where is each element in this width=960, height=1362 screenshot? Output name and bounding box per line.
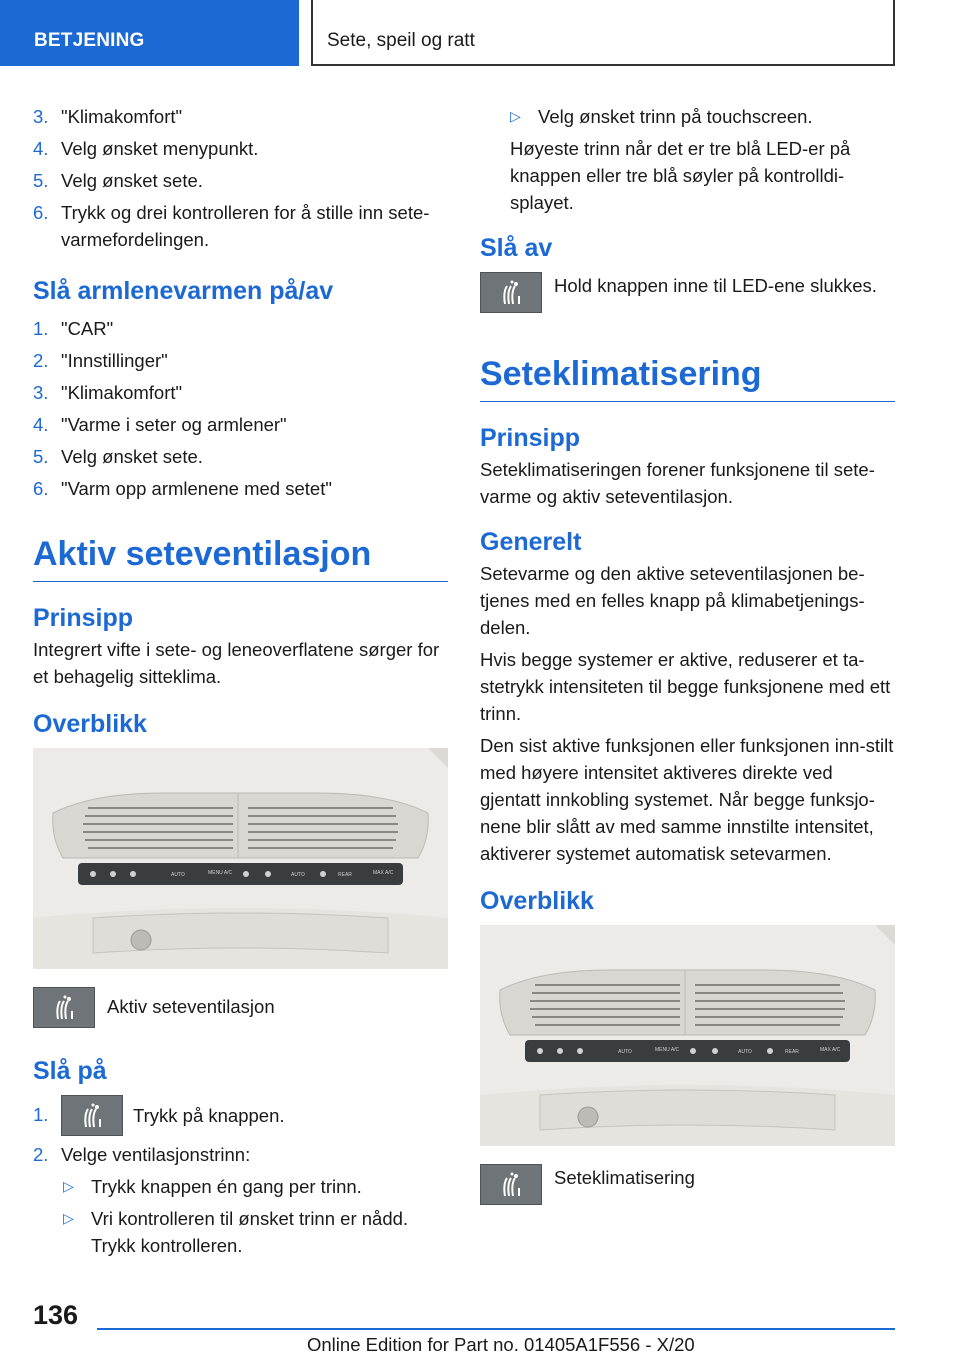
list-item: 4. Velg ønsket menypunkt. bbox=[33, 138, 259, 159]
climate-panel-illustration bbox=[33, 748, 448, 969]
section-heading-ventilation: Aktiv seteventilasjon bbox=[33, 532, 448, 582]
list-item: 5. Velg ønsket sete. bbox=[33, 446, 203, 467]
auto-label: AUTO bbox=[171, 872, 185, 878]
max-label: MAX A/C bbox=[820, 1047, 841, 1053]
section-title: Sete, speil og ratt bbox=[311, 0, 895, 66]
bullet-item: ▷ Vri kontrolleren til ønsket trinn er nådd. Trykk kontrolleren. bbox=[33, 1205, 448, 1259]
right-column bbox=[480, 103, 895, 1213]
list-item: 3. "Klimakomfort" bbox=[33, 382, 183, 403]
switch-off-row bbox=[480, 272, 895, 316]
climate-panel-photo bbox=[33, 748, 448, 969]
switch-off-heading: Slå av bbox=[480, 234, 553, 262]
switch-on-heading: Slå på bbox=[33, 1057, 107, 1085]
menu-label: MENU A/C bbox=[655, 1047, 680, 1053]
climate-panel-photo bbox=[480, 925, 895, 1146]
highest-level-text: Høyeste trinn når det er tre blå LED-er på knappen eller tre blå søyler på kontrolldi-splayet. bbox=[510, 138, 851, 213]
footer-divider bbox=[97, 1328, 895, 1330]
auto-label: AUTO bbox=[291, 872, 305, 878]
overview-heading: Overblikk bbox=[33, 710, 147, 738]
rear-label: REAR bbox=[338, 872, 352, 878]
seat-ventilation-icon bbox=[480, 272, 542, 313]
principle-heading: Prinsipp bbox=[33, 604, 134, 632]
triangle-bullet-icon: ▷ bbox=[63, 1210, 74, 1226]
overview-icon-row bbox=[33, 987, 448, 1031]
list-item: 5. Velg ønsket sete. bbox=[33, 170, 203, 191]
footer-edition: Online Edition for Part no. 01405A1F556 - X/20 bbox=[307, 1334, 695, 1355]
list-item: 2. "Innstillinger" bbox=[33, 350, 168, 371]
bullet-item: ▷ Trykk knappen én gang per trinn. bbox=[33, 1173, 448, 1200]
triangle-bullet-icon: ▷ bbox=[510, 108, 521, 124]
overview-icon-row bbox=[480, 1164, 895, 1208]
list-item: 2. Velge ventilasjonstrinn: bbox=[33, 1144, 251, 1165]
general-paragraph: Hvis begge systemer er aktive, reduserer et ta-stetrykk intensiteten til begge funksjonene med ett trinn. bbox=[480, 649, 891, 724]
menu-label: MENU A/C bbox=[208, 870, 233, 876]
list-item: 1. "CAR" bbox=[33, 318, 114, 339]
list-item: 1. Trykk på knappen. bbox=[33, 1095, 448, 1136]
left-column bbox=[33, 103, 448, 1264]
principle-heading: Prinsipp bbox=[480, 424, 581, 452]
triangle-bullet-icon: ▷ bbox=[63, 1178, 74, 1194]
list-item: 4. "Varme i seter og armlener" bbox=[33, 414, 287, 435]
chapter-tab: BETJENING bbox=[0, 0, 299, 66]
auto-label: AUTO bbox=[738, 1049, 752, 1055]
seat-ventilation-icon bbox=[33, 987, 95, 1028]
general-heading: Generelt bbox=[480, 528, 582, 556]
list-item: 6. Trykk og drei kontrolleren for å stille inn sete-varmefordelingen. bbox=[33, 202, 430, 250]
section-heading-climate: Seteklimatisering bbox=[480, 352, 895, 402]
rear-label: REAR bbox=[785, 1049, 799, 1055]
list-item: 6. "Varm opp armlenene med setet" bbox=[33, 478, 332, 499]
principle-text: Seteklimatiseringen forener funksjonene til sete-varme og aktiv seteventilasjon. bbox=[480, 459, 875, 507]
page-number: 136 bbox=[33, 1300, 79, 1330]
steps-continued bbox=[33, 103, 448, 253]
overview-icon-caption: Seteklimatisering bbox=[554, 1167, 695, 1188]
overview-icon-caption: Aktiv seteventilasjon bbox=[107, 996, 275, 1017]
bullet-item: ▷ Velg ønsket trinn på touchscreen. bbox=[480, 103, 895, 130]
climate-panel-illustration bbox=[480, 925, 895, 1146]
armrest-steps bbox=[33, 315, 448, 502]
list-item: 3. "Klimakomfort" bbox=[33, 106, 183, 127]
max-label: MAX A/C bbox=[373, 870, 394, 876]
auto-label: AUTO bbox=[618, 1049, 632, 1055]
seat-ventilation-icon bbox=[61, 1095, 123, 1136]
general-paragraph: Den sist aktive funksjonen eller funksjonen inn-stilt med høyere intensitet aktiveres direkte ved gjentatt innkobling systemet. Når begge funksjo-nene blir slått av med samme innstilte intensitet, aktiverer systemet automatisk setevarmen. bbox=[480, 735, 894, 864]
overview-heading: Overblikk bbox=[480, 887, 594, 915]
switch-off-text: Hold knappen inne til LED-ene slukkes. bbox=[554, 275, 877, 296]
seat-climate-icon bbox=[480, 1164, 542, 1205]
principle-text: Integrert vifte i sete- og leneoverflatene sørger for et behagelig sitteklima. bbox=[33, 639, 440, 687]
general-paragraph: Setevarme og den aktive seteventilasjonen be-tjenes med en felles knapp på klimabetjenings-delen. bbox=[480, 563, 865, 638]
armrest-heading: Slå armlenevarmen på/av bbox=[33, 277, 334, 305]
